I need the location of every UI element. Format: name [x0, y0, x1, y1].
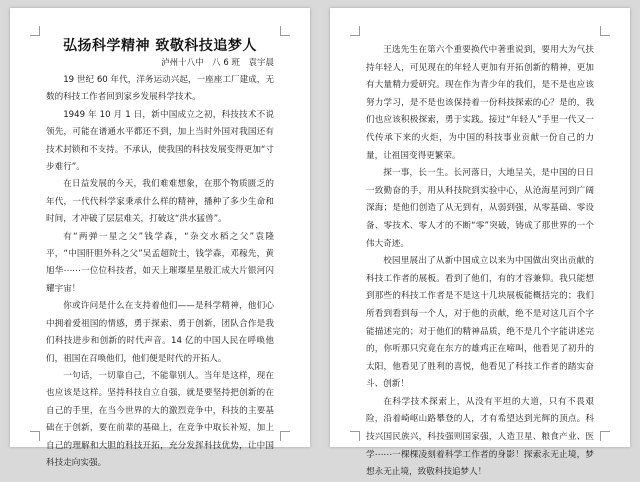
corner-mark-top-left	[350, 26, 360, 36]
document-page-left	[10, 8, 310, 468]
document-page-right	[330, 8, 630, 478]
paragraph: 有“两弹一星之父”钱学森，“杂交水稻之父”袁隆平，“中国肝胆外科之父”吴孟超院士，钱学森，邓稼先，黄旭华⋯⋯一位位科技者，如天上璀璨星星般汇成大片银河闪耀宇宙！	[46, 231, 274, 294]
corner-mark-bottom-right	[600, 431, 610, 441]
paragraph: 你或许问是什么在支持着他们——是科学精神，他们心中拥着爱祖国的情感，勇于探索、勇于创新，团队合作是我们科技进步和创新的时代声音。14 亿的中国人民在呼唤他们，祖国在召唤他们，他们便是时代的开拓人。	[46, 301, 274, 364]
paragraph: 在日益发展的今天，我们难难想象，在那个物质匮乏的年代，一代代科学家秉承什么样的精神，播种了多少生命和时间，才冲破了层层难关，打破这“洪水猛兽”。	[46, 179, 274, 225]
document-title: 弘扬科学精神 致敬科技追梦人	[63, 38, 257, 54]
paragraph: 校园里展出了从新中国成立以来为中国做出突出贡献的科技工作者的展板。看到了他们，有的才容兼仰。我只能想到那些的科技工作者是不是这十几块展板能概括完的；我们所看到看到每一个人，对于他的贡献，绝不是对这几百个字能描述完的；对于他们的精神品质，绝不是几个字能讲述完的，你听那只究竟在东方的雄鸡正在啼叫，他看见了初升的太阳，他看见了胜利的喜悦，他看见了科技工作者的踏实奋斗、创新！	[366, 256, 594, 390]
paragraph: 一句话，一切靠自己，不能靠别人。当年是这样，现在也应该是这样。坚持科技自立自强，就是要坚持把创新的在自己的手里，在当今世界的大的激烈竞争中，科技的主要基础在于创新，要在前辈的基础上，在竞争中取长补短，加上自己的理解和大胆的科技开拓，充分发挥科技优势，让中国科技走向实强。	[46, 370, 274, 468]
paragraph: 1949 年 10 月 1 日，新中国成立之初，科技技术不说领先，可能在谱通水平都还不到，加上当时外国对我国还有技术封锁和不支持。不承认，使我国的科技发展变得更加“寸步难行”。	[46, 109, 274, 173]
corner-mark-top-left	[30, 26, 40, 36]
corner-mark-top-right	[280, 26, 290, 36]
paragraph: 王选先生在第六个重要换代中著重说到，要用大为气扶持年轻人，可见现在的年轻人更加有开拓创新的精神，更加有大量精力爱研究。现在作为青少年的我们，是不是也应该努力学习，是不是也该保持着一份科技探索的心？是的，我们也应该积极探索，勇于实践。接过“年轻人”手里一代又一代传承下来的火炬，为中国的科技事业贡献一份自己的力量，让祖国变得更繁荣。	[366, 45, 594, 161]
corner-mark-top-right	[600, 26, 610, 36]
right-page-content	[366, 42, 594, 478]
document-author: 泸州十八中 八 6 班 袁宇晨	[161, 58, 274, 68]
corner-mark-bottom-left	[350, 431, 360, 441]
paragraph: 探一事，长一生。长河落日，大地呈关，是中国的日日一致勤奋的手，用从科技院到实验中心，从沧海星河到广阔深海；是他们创造了从无到有，从弱到强，从零基础、零设备、零技术、零人才的不断“零”突破，铸成了那世界的一个伟大奇迹。	[366, 168, 594, 249]
corner-mark-bottom-left	[30, 431, 40, 441]
corner-mark-bottom-right	[280, 431, 290, 441]
paragraph: 19 世纪 60 年代，洋务运动兴起，一座座工厂建成，无数的科技工作者回到家乡发展科学技术。	[46, 75, 274, 103]
paragraph: 在科学技术探索上，从没有平坦的大道，只有不畏艰险，沿着崎岖山路攀登的人，才有希望达到光辉的顶点。科技兴国民族兴，科技强则国家强，人造卫星、粮食产业、医学⋯⋯一棵棵凌刻着科学工作者的身影！探索永无止境，梦想永无止境，致敬科技追梦人！	[366, 396, 594, 478]
left-page-content	[46, 36, 274, 468]
